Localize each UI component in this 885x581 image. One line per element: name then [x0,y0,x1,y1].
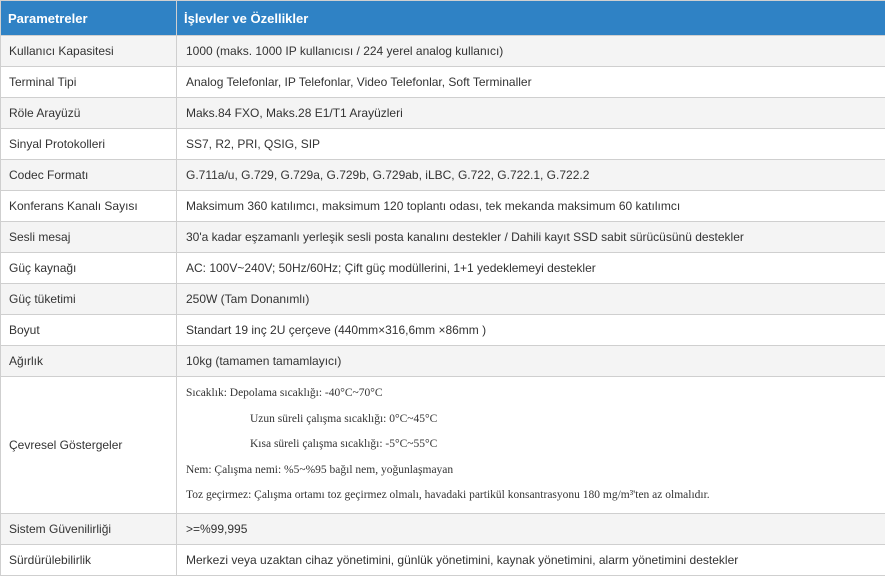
humidity: Nem: Çalışma nemi: %5~%95 bağıl nem, yoğunlaşmayan [186,463,454,476]
table-row [1,284,885,315]
param-cell: Güç tüketimi [1,284,177,315]
temperature-short-term: Kısa süreli çalışma sıcaklığı: -5°C~55°C [250,438,438,451]
value-cell: Maks.84 FXO, Maks.28 E1/T1 Arayüzleri [177,98,885,129]
value-cell: 30'a kadar eşzamanlı yerleşik sesli posta kanalını destekler / Dahili kayıt SSD sabit sürücüsünü destekler [177,222,885,253]
value-cell: 250W (Tam Donanımlı) [177,284,885,315]
value-cell: 10kg (tamamen tamamlayıcı) [177,346,885,377]
table-row-environment [1,377,885,514]
value-cell: Analog Telefonlar, IP Telefonlar, Video Telefonlar, Soft Terminaller [177,67,885,98]
value-cell: Standart 19 inç 2U çerçeve (440mm×316,6mm ×86mm ) [177,315,885,346]
temperature-storage: Sıcaklık: Depolama sıcaklığı: -40°C~70°C [186,387,383,400]
param-cell: Boyut [1,315,177,346]
table-row [1,129,885,160]
param-cell: Sinyal Protokolleri [1,129,177,160]
param-cell: Sürdürülebilirlik [1,545,177,576]
param-cell: Kullanıcı Kapasitesi [1,36,177,67]
param-cell: Güç kaynağı [1,253,177,284]
value-cell: AC: 100V~240V; 50Hz/60Hz; Çift güç modüllerini, 1+1 yedeklemeyi destekler [177,253,885,284]
param-cell: Ağırlık [1,346,177,377]
value-cell: Maksimum 360 katılımcı, maksimum 120 toplantı odası, tek mekanda maksimum 60 katılımcı [177,191,885,222]
table-row [1,160,885,191]
value-cell: SS7, R2, PRI, QSIG, SIP [177,129,885,160]
param-cell: Röle Arayüzü [1,98,177,129]
table-header-row [1,1,885,36]
value-cell: G.711a/u, G.729, G.729a, G.729b, G.729ab, iLBC, G.722, G.722.1, G.722.2 [177,160,885,191]
value-cell: >=%99,995 [177,514,885,545]
param-cell: Sistem Güvenilirliği [1,514,177,545]
param-cell: Codec Formatı [1,160,177,191]
value-cell: 1000 (maks. 1000 IP kullanıcısı / 224 yerel analog kullanıcı) [177,36,885,67]
table-row [1,191,885,222]
environment-specs [177,377,885,514]
table-row [1,514,885,545]
table-row [1,346,885,377]
param-cell: Çevresel Göstergeler [1,377,177,514]
dustproof: Toz geçirmez: Çalışma ortamı toz geçirmez olmalı, havadaki partikül konsantrasyonu 180 mg/m³'ten az olmalıdır. [186,489,710,502]
temperature-long-term: Uzun süreli çalışma sıcaklığı: 0°C~45°C [250,412,438,425]
table-row [1,98,885,129]
value-cell: Merkezi veya uzaktan cihaz yönetimini, günlük yönetimini, kaynak yönetimini, alarm yönetimini destekler [177,545,885,576]
table-row [1,222,885,253]
table-row [1,67,885,98]
table-row [1,315,885,346]
param-cell: Sesli mesaj [1,222,177,253]
param-cell: Konferans Kanalı Sayısı [1,191,177,222]
table-row [1,545,885,576]
param-cell: Terminal Tipi [1,67,177,98]
table-row [1,36,885,67]
header-parameters: Parametreler [1,1,177,36]
table-row [1,253,885,284]
header-features: İşlevler ve Özellikler [177,1,885,36]
